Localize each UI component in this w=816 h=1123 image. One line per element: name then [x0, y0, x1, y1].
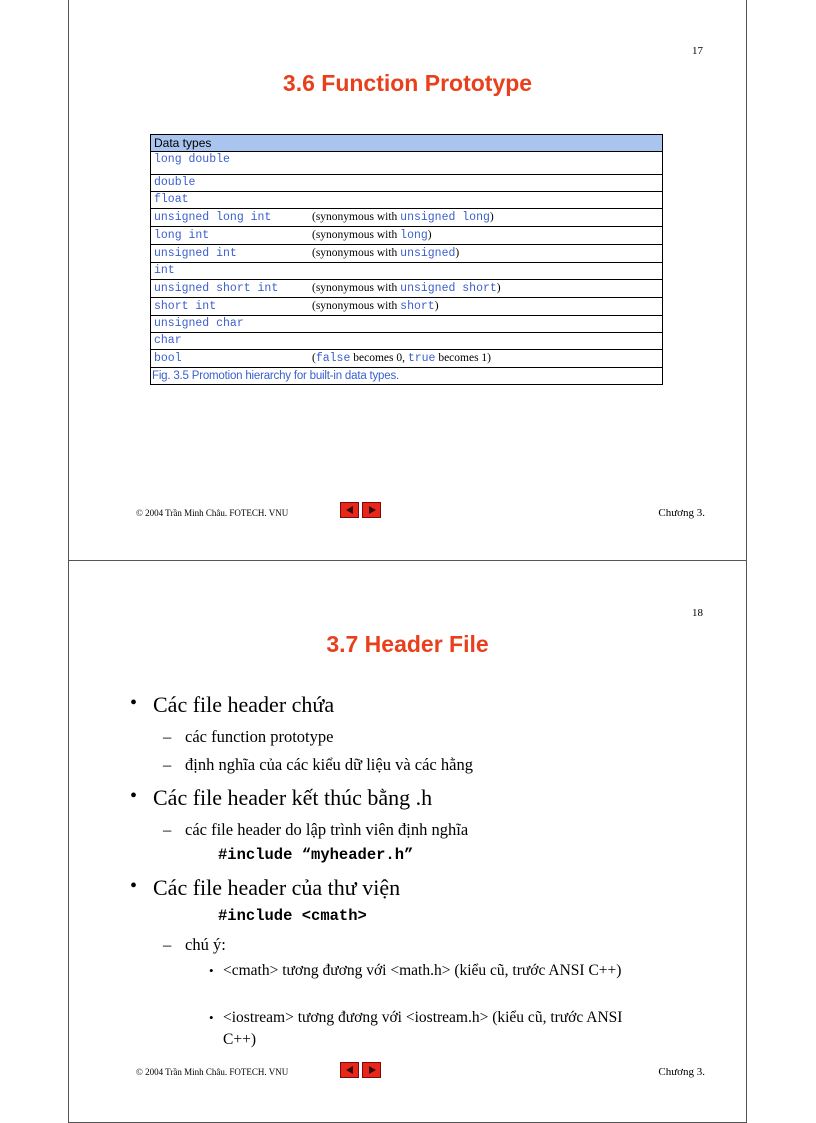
slide-title: 3.6 Function Prototype: [282, 70, 533, 96]
triangle-right-icon: [369, 1066, 376, 1074]
note-text: ): [434, 300, 439, 312]
code-include-myheader: #include “myheader.h”: [218, 846, 414, 864]
next-button[interactable]: [362, 1062, 381, 1078]
slide-title: 3.7 Header File: [326, 631, 489, 657]
note-code: short: [400, 300, 435, 313]
table-row: [151, 333, 663, 350]
note-text: becomes 0,: [350, 352, 408, 364]
note-cell: [309, 263, 663, 280]
data-types-table: [150, 134, 663, 385]
note-code: true: [407, 352, 436, 365]
table-row: [151, 280, 663, 298]
code-include-cmath: #include <cmath>: [218, 907, 367, 925]
type-cell: double: [151, 175, 310, 192]
note-cell: [309, 333, 663, 350]
note-item-cmath: • <cmath> tương đương với <math.h> (kiểu cũ, trước ANSI C++): [223, 960, 643, 982]
type-cell: short int: [151, 298, 310, 316]
triangle-right-icon: [369, 506, 376, 514]
type-cell: unsigned char: [151, 316, 310, 333]
note-code: unsigned short: [400, 282, 497, 295]
footer-chapter: Chương 3.: [658, 507, 705, 519]
note-text: (synonymous with: [312, 229, 401, 241]
note-text: ): [427, 229, 432, 241]
note-code: false: [315, 352, 351, 365]
prev-button[interactable]: [340, 502, 359, 518]
note-code: long: [400, 229, 428, 242]
note-item-iostream: • <iostream> tương đương với <iostream.h> (kiểu cũ, trước ANSI C++): [223, 1007, 643, 1051]
note-cell: [309, 316, 663, 333]
bullet-header-contents: • Các file header chứa: [153, 692, 334, 718]
note-code: unsigned long: [400, 211, 490, 224]
table-row: [151, 263, 663, 280]
table-header-row: [151, 135, 663, 152]
note-cell: [309, 245, 663, 263]
sub-bullet-user-defined-headers: – các file header do lập trình viên định nghĩa: [185, 820, 468, 840]
table-row: [151, 350, 663, 368]
note-text: (synonymous with: [312, 211, 401, 223]
triangle-left-icon: [346, 1066, 353, 1074]
footer-chapter: Chương 3.: [658, 1066, 705, 1078]
type-cell: unsigned int: [151, 245, 310, 263]
note-text: (synonymous with: [312, 247, 401, 259]
note-cell: [309, 227, 663, 245]
note-cell: [309, 192, 663, 209]
type-cell: unsigned long int: [151, 209, 310, 227]
bullet-library-headers: • Các file header của thư viện: [153, 875, 400, 901]
table-row: [151, 209, 663, 227]
sub-bullet-function-prototype: – các function prototype: [185, 727, 333, 747]
table-row: [151, 245, 663, 263]
slide-18: [68, 561, 747, 1123]
note-text: ): [496, 282, 501, 294]
sub-bullet-note: – chú ý:: [185, 935, 226, 955]
note-text: becomes 1): [435, 352, 492, 364]
table-row: [151, 175, 663, 192]
note-code: unsigned: [400, 247, 456, 260]
note-text: (synonymous with: [312, 300, 401, 312]
note-text: ): [455, 247, 460, 259]
type-cell: unsigned short int: [151, 280, 310, 298]
table-row: [151, 227, 663, 245]
type-cell: int: [151, 263, 310, 280]
note-cell: [309, 152, 663, 175]
note-cell: [309, 175, 663, 192]
bullet-header-extension: • Các file header kết thúc bằng .h: [153, 785, 432, 811]
type-cell: float: [151, 192, 310, 209]
table-header-cell: Data types: [151, 135, 663, 152]
slide-17: [68, 0, 747, 561]
note-cell: [309, 280, 663, 298]
triangle-left-icon: [346, 506, 353, 514]
note-cell: [309, 350, 663, 368]
page-number: 17: [692, 45, 703, 57]
note-text: ): [489, 211, 494, 223]
sub-bullet-data-types-constants: – định nghĩa của các kiểu dữ liệu và các hằng: [185, 755, 473, 775]
note-text: (: [312, 352, 316, 364]
page-number: 18: [692, 607, 703, 619]
next-button[interactable]: [362, 502, 381, 518]
table-row: [151, 316, 663, 333]
table-row: [151, 152, 663, 175]
footer-copyright: © 2004 Trần Minh Châu. FOTECH. VNU: [136, 508, 289, 518]
note-text: (synonymous with: [312, 282, 401, 294]
type-cell: bool: [151, 350, 310, 368]
type-cell: long double: [151, 152, 310, 175]
table-row: [151, 192, 663, 209]
prev-button[interactable]: [340, 1062, 359, 1078]
footer-copyright: © 2004 Trần Minh Châu. FOTECH. VNU: [136, 1067, 289, 1077]
table-row: [151, 298, 663, 316]
note-cell: [309, 298, 663, 316]
note-cell: [309, 209, 663, 227]
type-cell: long int: [151, 227, 310, 245]
figure-caption: Fig. 3.5 Promotion hierarchy for built-in data types.: [151, 368, 663, 385]
type-cell: char: [151, 333, 310, 350]
table-caption-row: [151, 368, 663, 385]
